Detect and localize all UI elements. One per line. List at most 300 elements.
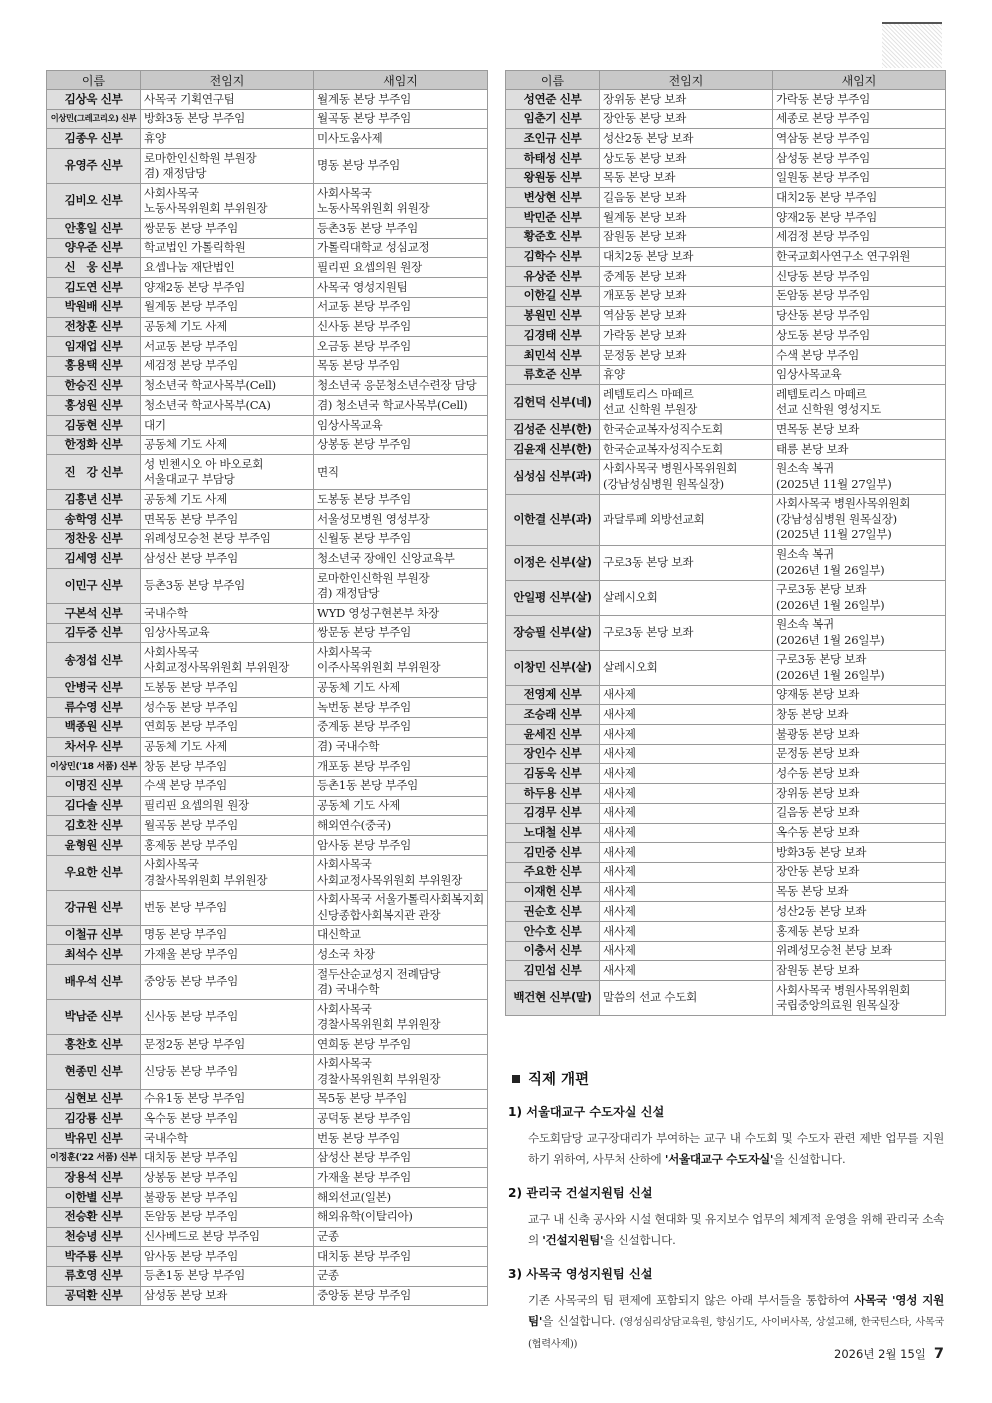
new-post-cell: 수색 본당 부주임 bbox=[773, 345, 946, 365]
previous-post-cell: 사목국 기획연구팀 bbox=[141, 90, 314, 110]
priest-name-cell: 임재업 신부 bbox=[47, 337, 141, 357]
previous-post-cell: 가재울 본당 부주임 bbox=[141, 945, 314, 965]
table-row bbox=[47, 549, 488, 569]
table-header-row bbox=[47, 71, 488, 90]
previous-post-cell: 국내수학 bbox=[141, 1129, 314, 1149]
new-post-cell: 필리핀 요셉의원 원장 bbox=[314, 258, 488, 278]
table-row bbox=[506, 227, 946, 247]
table-row bbox=[506, 494, 946, 545]
previous-post-cell: 새사제 bbox=[600, 803, 773, 823]
body-text: 을 신설합니다. bbox=[603, 1233, 676, 1247]
previous-post-cell: 성수동 본당 부주임 bbox=[141, 698, 314, 718]
table-row bbox=[506, 208, 946, 228]
previous-post-cell: 새사제 bbox=[600, 784, 773, 804]
new-post-cell: 사회사목국 경찰사목위원회 부위원장 bbox=[314, 1054, 488, 1089]
priest-name-cell: 김윤재 신부(한) bbox=[506, 440, 600, 460]
priest-name-cell: 천승녕 신부 bbox=[47, 1227, 141, 1247]
table-row bbox=[47, 1109, 488, 1129]
table-row bbox=[47, 698, 488, 718]
table-row bbox=[47, 835, 488, 855]
body-text: 수도회담당 교구장대리가 부여하는 교구 내 수도회 및 수도자 관련 제반 업무를 지원하기 위하여, 사무처 산하에 bbox=[528, 1131, 944, 1166]
previous-post-cell: 옥수동 본당 부주임 bbox=[141, 1109, 314, 1129]
new-post-cell: 가재울 본당 부주임 bbox=[314, 1168, 488, 1188]
new-post-cell: 사회사목국 병원사목위원회 (강남성심병원 원목실장) (2025년 11월 27일부) bbox=[773, 494, 946, 545]
priest-name-cell: 한승진 신부 bbox=[47, 376, 141, 396]
priest-name-cell: 박유민 신부 bbox=[47, 1129, 141, 1149]
priest-name-cell: 안일평 신부(살) bbox=[506, 580, 600, 615]
previous-post-cell: 휴양 bbox=[141, 129, 314, 149]
previous-post-cell: 휴양 bbox=[600, 365, 773, 385]
previous-post-cell: 암사동 본당 부주임 bbox=[141, 1247, 314, 1267]
previous-post-cell: 상도동 본당 보좌 bbox=[600, 149, 773, 169]
new-post-cell: 레템토리스 마떼르 선교 신학원 영성지도 bbox=[773, 385, 946, 420]
new-post-cell: 청소년국 응문청소년수련장 담당 bbox=[314, 376, 488, 396]
table-row bbox=[47, 1148, 488, 1168]
previous-post-cell: 수색 본당 부주임 bbox=[141, 776, 314, 796]
new-post-cell: 성수동 본당 보좌 bbox=[773, 764, 946, 784]
new-post-cell: 공덕동 본당 부주임 bbox=[314, 1109, 488, 1129]
table-row bbox=[506, 803, 946, 823]
page-footer bbox=[834, 1346, 944, 1362]
new-post-cell: 원소속 복귀 (2026년 1월 26일부) bbox=[773, 545, 946, 580]
new-post-cell: 구로3동 본당 보좌 (2026년 1월 26일부) bbox=[773, 650, 946, 685]
priest-name-cell: 유상준 신부 bbox=[506, 267, 600, 287]
new-post-cell: WYD 영성구현본부 차장 bbox=[314, 604, 488, 624]
new-post-cell: 성소국 차장 bbox=[314, 945, 488, 965]
new-post-cell: 사회사목국 노동사목위원회 위원장 bbox=[314, 184, 488, 219]
new-post-cell: 삼성산 본당 부주임 bbox=[314, 1148, 488, 1168]
table-row bbox=[506, 129, 946, 149]
previous-post-cell: 로마한인신학원 부원장 겸) 재정담당 bbox=[141, 149, 314, 184]
priest-name-cell: 차서우 신부 bbox=[47, 737, 141, 757]
new-post-cell: 면목동 본당 보좌 bbox=[773, 420, 946, 440]
new-post-cell: 공동체 기도 사제 bbox=[314, 678, 488, 698]
priest-name-cell: 전창훈 신부 bbox=[47, 317, 141, 337]
previous-post-cell: 새사제 bbox=[600, 921, 773, 941]
previous-post-cell: 한국순교복자성직수도회 bbox=[600, 420, 773, 440]
previous-post-cell: 홍제동 본당 부주임 bbox=[141, 835, 314, 855]
table-row bbox=[47, 455, 488, 490]
table-row bbox=[506, 981, 946, 1016]
table-row bbox=[47, 1035, 488, 1055]
new-post-cell: 오금동 본당 부주임 bbox=[314, 337, 488, 357]
previous-post-cell: 임상사목교육 bbox=[141, 623, 314, 643]
table-row bbox=[506, 650, 946, 685]
table-row bbox=[47, 796, 488, 816]
appointment-table-right bbox=[505, 70, 946, 1016]
body-small-note: (영성심리상담교육원, 향심기도, 사이버사목, 상설고해, 한국틴스타, 사목국(협력사제)) bbox=[528, 1317, 944, 1350]
priest-name-cell: 최석수 신부 bbox=[47, 945, 141, 965]
previous-post-cell: 등촌1동 본당 부주임 bbox=[141, 1266, 314, 1286]
table-row bbox=[47, 569, 488, 604]
table-row bbox=[506, 862, 946, 882]
new-post-cell: 사회사목국 이주사목위원회 부위원장 bbox=[314, 643, 488, 678]
previous-post-cell: 문정동 본당 보좌 bbox=[600, 345, 773, 365]
new-post-cell: 목동 본당 보좌 bbox=[773, 882, 946, 902]
previous-post-cell: 말씀의 선교 수도회 bbox=[600, 981, 773, 1016]
square-bullet-icon bbox=[512, 1075, 520, 1083]
new-post-cell: 암사동 본당 부주임 bbox=[314, 835, 488, 855]
header-new-post: 새임지 bbox=[773, 71, 946, 90]
new-post-cell: 사회사목국 경찰사목위원회 부위원장 bbox=[314, 1000, 488, 1035]
new-post-cell: 불광동 본당 보좌 bbox=[773, 725, 946, 745]
table-row bbox=[506, 286, 946, 306]
priest-name-cell: 봉원민 신부 bbox=[506, 306, 600, 326]
table-row bbox=[47, 396, 488, 416]
new-post-cell: 대치동 본당 부주임 bbox=[314, 1247, 488, 1267]
table-row bbox=[47, 1266, 488, 1286]
priest-name-cell: 임춘기 신부 bbox=[506, 109, 600, 129]
priest-name-cell: 홍찬호 신부 bbox=[47, 1035, 141, 1055]
priest-name-cell: 이재헌 신부 bbox=[506, 882, 600, 902]
table-row bbox=[47, 1207, 488, 1227]
previous-post-cell: 월곡동 본당 부주임 bbox=[141, 816, 314, 836]
previous-post-cell: 세검정 본당 부주임 bbox=[141, 356, 314, 376]
table-row bbox=[47, 945, 488, 965]
priest-name-cell: 이창민 신부(살) bbox=[506, 650, 600, 685]
table-row bbox=[506, 744, 946, 764]
table-row bbox=[506, 843, 946, 863]
previous-post-cell: 양재2동 본당 부주임 bbox=[141, 278, 314, 298]
previous-post-cell: 중앙동 본당 부주임 bbox=[141, 965, 314, 1000]
priest-name-cell: 김민중 신부 bbox=[506, 843, 600, 863]
previous-post-cell: 돈암동 본당 부주임 bbox=[141, 1207, 314, 1227]
priest-name-cell: 류호영 신부 bbox=[47, 1266, 141, 1286]
table-row bbox=[506, 188, 946, 208]
priest-name-cell: 황준호 신부 bbox=[506, 227, 600, 247]
priest-name-cell: 이한결 신부(과) bbox=[506, 494, 600, 545]
priest-name-cell: 최민석 신부 bbox=[506, 345, 600, 365]
new-post-cell: 대치2동 본당 부주임 bbox=[773, 188, 946, 208]
new-post-cell: 일원동 본당 부주임 bbox=[773, 168, 946, 188]
previous-post-cell: 위례성모승천 본당 부주임 bbox=[141, 529, 314, 549]
new-post-cell: 원소속 복귀 (2026년 1월 26일부) bbox=[773, 615, 946, 650]
previous-post-cell: 개포동 본당 보좌 bbox=[600, 286, 773, 306]
priest-name-cell: 김경무 신부 bbox=[506, 803, 600, 823]
table-row bbox=[47, 1247, 488, 1267]
priest-name-cell: 조승래 신부 bbox=[506, 705, 600, 725]
new-post-cell: 돈암동 본당 부주임 bbox=[773, 286, 946, 306]
table-row bbox=[506, 705, 946, 725]
table-row bbox=[47, 717, 488, 737]
previous-post-cell: 구로3동 본당 보좌 bbox=[600, 615, 773, 650]
priest-name-cell: 배우석 신부 bbox=[47, 965, 141, 1000]
new-post-cell: 구로3동 본당 보좌 (2026년 1월 26일부) bbox=[773, 580, 946, 615]
priest-name-cell: 김도연 신부 bbox=[47, 278, 141, 298]
table-row bbox=[506, 882, 946, 902]
new-post-cell: 사회사목국 사회교정사목위원회 부위원장 bbox=[314, 855, 488, 890]
table-row bbox=[47, 925, 488, 945]
previous-post-cell: 새사제 bbox=[600, 685, 773, 705]
previous-post-cell: 새사제 bbox=[600, 902, 773, 922]
priest-name-cell: 윤세진 신부 bbox=[506, 725, 600, 745]
table-row bbox=[506, 459, 946, 494]
body-text: 을 신설합니다. bbox=[773, 1152, 846, 1166]
reorg-item-title-2: 2) 관리국 건설지원팀 신설 bbox=[508, 1186, 653, 1200]
previous-post-cell: 서교동 본당 부주임 bbox=[141, 337, 314, 357]
reorg-item-body-2 bbox=[508, 1209, 944, 1251]
priest-name-cell: 이명진 신부 bbox=[47, 776, 141, 796]
priest-name-cell: 김성준 신부(한) bbox=[506, 420, 600, 440]
previous-post-cell: 불광동 본당 부주임 bbox=[141, 1188, 314, 1208]
previous-post-cell: 도봉동 본당 부주임 bbox=[141, 678, 314, 698]
previous-post-cell: 대치2동 본당 보좌 bbox=[600, 247, 773, 267]
table-row bbox=[47, 415, 488, 435]
priest-name-cell: 심현보 신부 bbox=[47, 1089, 141, 1109]
table-row bbox=[47, 184, 488, 219]
table-row bbox=[47, 816, 488, 836]
table-row bbox=[506, 385, 946, 420]
priest-name-cell: 박민준 신부 bbox=[506, 208, 600, 228]
table-row bbox=[47, 356, 488, 376]
previous-post-cell: 새사제 bbox=[600, 764, 773, 784]
new-post-cell: 당산동 본당 부주임 bbox=[773, 306, 946, 326]
new-post-cell: 위례성모승천 본당 보좌 bbox=[773, 941, 946, 961]
table-row bbox=[47, 855, 488, 890]
priest-name-cell: 김다솔 신부 bbox=[47, 796, 141, 816]
priest-name-cell: 류호준 신부 bbox=[506, 365, 600, 385]
priest-name-cell: 김흥년 신부 bbox=[47, 490, 141, 510]
previous-post-cell: 새사제 bbox=[600, 862, 773, 882]
new-post-cell: 임상사목교육 bbox=[773, 365, 946, 385]
new-post-cell: 녹번동 본당 부주임 bbox=[314, 698, 488, 718]
table-row bbox=[47, 965, 488, 1000]
reorg-item-title-3: 3) 사목국 영성지원팀 신설 bbox=[508, 1267, 653, 1281]
new-post-cell: 쌍문동 본당 부주임 bbox=[314, 623, 488, 643]
previous-post-cell: 새사제 bbox=[600, 961, 773, 981]
previous-post-cell: 학교법인 가톨릭학원 bbox=[141, 238, 314, 258]
new-post-cell: 서울성모병원 영성부장 bbox=[314, 510, 488, 530]
table-row bbox=[506, 168, 946, 188]
table-row bbox=[506, 545, 946, 580]
new-post-cell: 문정동 본당 보좌 bbox=[773, 744, 946, 764]
priest-name-cell: 전영제 신부 bbox=[506, 685, 600, 705]
priest-name-cell: 김헌덕 신부(네) bbox=[506, 385, 600, 420]
new-post-cell: 해외유학(이탈리아) bbox=[314, 1207, 488, 1227]
table-row bbox=[47, 109, 488, 129]
table-row bbox=[47, 890, 488, 925]
priest-name-cell: 이한길 신부 bbox=[506, 286, 600, 306]
priest-name-cell: 홍성원 신부 bbox=[47, 396, 141, 416]
header-name: 이름 bbox=[506, 71, 600, 90]
previous-post-cell: 새사제 bbox=[600, 744, 773, 764]
new-post-cell: 서교동 본당 부주임 bbox=[314, 297, 488, 317]
new-post-cell: 방화3동 본당 보좌 bbox=[773, 843, 946, 863]
previous-post-cell: 사회사목국 병원사목위원회 (강남성심병원 원목실장) bbox=[600, 459, 773, 494]
new-post-cell: 옥수동 본당 보좌 bbox=[773, 823, 946, 843]
new-post-cell: 삼성동 본당 부주임 bbox=[773, 149, 946, 169]
priest-name-cell: 김강룡 신부 bbox=[47, 1109, 141, 1129]
new-post-cell: 로마한인신학원 부원장 겸) 재정담당 bbox=[314, 569, 488, 604]
table-row bbox=[506, 365, 946, 385]
previous-post-cell: 신사동 본당 부주임 bbox=[141, 1000, 314, 1035]
table-row bbox=[47, 1054, 488, 1089]
table-row bbox=[47, 337, 488, 357]
priest-name-cell: 김호찬 신부 bbox=[47, 816, 141, 836]
previous-post-cell: 대기 bbox=[141, 415, 314, 435]
new-post-cell: 연희동 본당 부주임 bbox=[314, 1035, 488, 1055]
table-row bbox=[47, 678, 488, 698]
previous-post-cell: 목동 본당 보좌 bbox=[600, 168, 773, 188]
previous-post-cell: 새사제 bbox=[600, 843, 773, 863]
previous-post-cell: 공동체 기도 사제 bbox=[141, 490, 314, 510]
previous-post-cell: 신사베드로 본당 부주임 bbox=[141, 1227, 314, 1247]
header-new-post: 새임지 bbox=[314, 71, 488, 90]
table-row bbox=[47, 757, 488, 777]
new-post-cell: 가톨릭대학교 성심교정 bbox=[314, 238, 488, 258]
new-post-cell: 대신학교 bbox=[314, 925, 488, 945]
body-bold: '서울대교구 수도자실' bbox=[664, 1152, 774, 1166]
previous-post-cell: 상봉동 본당 부주임 bbox=[141, 1168, 314, 1188]
table-row bbox=[47, 1000, 488, 1035]
priest-name-cell: 김경태 신부 bbox=[506, 326, 600, 346]
body-text: 기존 사목국의 팀 편제에 포함되지 않은 아래 부서들을 통합하여 bbox=[528, 1293, 855, 1307]
table-row bbox=[47, 1129, 488, 1149]
previous-post-cell: 수유1동 본당 부주임 bbox=[141, 1089, 314, 1109]
priest-name-cell: 이상민('18 서품) 신부 bbox=[47, 757, 141, 777]
body-text: 교구 내 신축 공사와 시설 현대화 및 유지보수 업무의 체계적 운영을 위해 관리국 소속의 bbox=[528, 1212, 944, 1247]
new-post-cell: 월곡동 본당 부주임 bbox=[314, 109, 488, 129]
section-heading bbox=[508, 1068, 944, 1089]
new-post-cell: 등촌3동 본당 부주임 bbox=[314, 219, 488, 239]
table-row bbox=[506, 921, 946, 941]
new-post-cell: 태릉 본당 보좌 bbox=[773, 440, 946, 460]
table-row bbox=[47, 643, 488, 678]
new-post-cell: 신당동 본당 부주임 bbox=[773, 267, 946, 287]
previous-post-cell: 레템토리스 마떼르 선교 신학원 부원장 bbox=[600, 385, 773, 420]
table-row bbox=[506, 725, 946, 745]
priest-name-cell: 장용석 신부 bbox=[47, 1168, 141, 1188]
appointment-table-left bbox=[46, 70, 488, 1306]
previous-post-cell: 번동 본당 부주임 bbox=[141, 890, 314, 925]
previous-post-cell: 새사제 bbox=[600, 705, 773, 725]
priest-name-cell: 권순호 신부 bbox=[506, 902, 600, 922]
priest-name-cell: 주요한 신부 bbox=[506, 862, 600, 882]
previous-post-cell: 가락동 본당 보좌 bbox=[600, 326, 773, 346]
new-post-cell: 양재동 본당 보좌 bbox=[773, 685, 946, 705]
previous-post-cell: 중계동 본당 보좌 bbox=[600, 267, 773, 287]
table-row bbox=[506, 420, 946, 440]
table-row bbox=[506, 440, 946, 460]
previous-post-cell: 역삼동 본당 보좌 bbox=[600, 306, 773, 326]
new-post-cell: 길음동 본당 보좌 bbox=[773, 803, 946, 823]
new-post-cell: 번동 본당 부주임 bbox=[314, 1129, 488, 1149]
table-row bbox=[47, 1227, 488, 1247]
new-post-cell: 잠원동 본당 보좌 bbox=[773, 961, 946, 981]
new-post-cell: 등촌1동 본당 부주임 bbox=[314, 776, 488, 796]
previous-post-cell: 쌍문동 본당 부주임 bbox=[141, 219, 314, 239]
priest-name-cell: 송학영 신부 bbox=[47, 510, 141, 530]
priest-name-cell: 박남준 신부 bbox=[47, 1000, 141, 1035]
priest-name-cell: 이정은 신부(살) bbox=[506, 545, 600, 580]
table-row bbox=[47, 297, 488, 317]
previous-post-cell: 길음동 본당 보좌 bbox=[600, 188, 773, 208]
new-post-cell: 세검정 본당 부주임 bbox=[773, 227, 946, 247]
priest-name-cell: 하태성 신부 bbox=[506, 149, 600, 169]
priest-name-cell: 장인수 신부 bbox=[506, 744, 600, 764]
table-header-row bbox=[506, 71, 946, 90]
table-row bbox=[47, 1089, 488, 1109]
new-post-cell: 면직 bbox=[314, 455, 488, 490]
table-row bbox=[47, 490, 488, 510]
previous-post-cell: 필리핀 요셉의원 원장 bbox=[141, 796, 314, 816]
priest-name-cell: 이민구 신부 bbox=[47, 569, 141, 604]
table-row bbox=[506, 247, 946, 267]
previous-post-cell: 잠원동 본당 보좌 bbox=[600, 227, 773, 247]
table-row bbox=[506, 764, 946, 784]
priest-name-cell: 안수호 신부 bbox=[506, 921, 600, 941]
new-post-cell: 사목국 영성지원팀 bbox=[314, 278, 488, 298]
new-post-cell: 목5동 본당 부주임 bbox=[314, 1089, 488, 1109]
priest-name-cell: 안홍일 신부 bbox=[47, 219, 141, 239]
previous-post-cell: 사회사목국 사회교정사목위원회 부위원장 bbox=[141, 643, 314, 678]
new-post-cell: 월계동 본당 부주임 bbox=[314, 90, 488, 110]
table-row bbox=[506, 90, 946, 110]
priest-name-cell: 유영주 신부 bbox=[47, 149, 141, 184]
new-post-cell: 상도동 본당 부주임 bbox=[773, 326, 946, 346]
table-body-right bbox=[506, 90, 946, 1016]
new-post-cell: 임상사목교육 bbox=[314, 415, 488, 435]
table-row bbox=[47, 776, 488, 796]
new-post-cell: 사회사목국 병원사목위원회 국립중앙의료원 원목실장 bbox=[773, 981, 946, 1016]
table-row bbox=[506, 326, 946, 346]
previous-post-cell: 살레시오회 bbox=[600, 650, 773, 685]
table-row bbox=[506, 345, 946, 365]
previous-post-cell: 성산2동 본당 보좌 bbox=[600, 129, 773, 149]
priest-name-cell: 변상현 신부 bbox=[506, 188, 600, 208]
table-row bbox=[47, 258, 488, 278]
priest-name-cell: 박원배 신부 bbox=[47, 297, 141, 317]
table-row bbox=[47, 1286, 488, 1306]
priest-name-cell: 송정섭 신부 bbox=[47, 643, 141, 678]
table-row bbox=[506, 109, 946, 129]
new-post-cell: 중앙동 본당 부주임 bbox=[314, 1286, 488, 1306]
previous-post-cell: 공동체 기도 사제 bbox=[141, 317, 314, 337]
new-post-cell: 개포동 본당 부주임 bbox=[314, 757, 488, 777]
new-post-cell: 공동체 기도 사제 bbox=[314, 796, 488, 816]
priest-name-cell: 안병국 신부 bbox=[47, 678, 141, 698]
previous-post-cell: 방화3동 본당 부주임 bbox=[141, 109, 314, 129]
table-row bbox=[506, 823, 946, 843]
table-row bbox=[47, 219, 488, 239]
previous-post-cell: 월계동 본당 부주임 bbox=[141, 297, 314, 317]
new-post-cell: 해외선교(일본) bbox=[314, 1188, 488, 1208]
table-row bbox=[47, 149, 488, 184]
priest-name-cell: 하두용 신부 bbox=[506, 784, 600, 804]
priest-name-cell: 양우준 신부 bbox=[47, 238, 141, 258]
priest-name-cell: 정찬웅 신부 bbox=[47, 529, 141, 549]
table-row bbox=[47, 238, 488, 258]
priest-name-cell: 이철규 신부 bbox=[47, 925, 141, 945]
priest-name-cell: 한정화 신부 bbox=[47, 435, 141, 455]
priest-name-cell: 김민섭 신부 bbox=[506, 961, 600, 981]
header-previous-post: 전임지 bbox=[600, 71, 773, 90]
new-post-cell: 신월동 본당 부주임 bbox=[314, 529, 488, 549]
priest-name-cell: 현종민 신부 bbox=[47, 1054, 141, 1089]
reorg-item-title-1: 1) 서울대교구 수도자실 신설 bbox=[508, 1105, 665, 1119]
priest-name-cell: 백종원 신부 bbox=[47, 717, 141, 737]
section-heading-text: 직제 개편 bbox=[528, 1072, 590, 1088]
table-row bbox=[506, 902, 946, 922]
new-post-cell: 군종 bbox=[314, 1227, 488, 1247]
table-row bbox=[47, 1188, 488, 1208]
priest-name-cell: 김동현 신부 bbox=[47, 415, 141, 435]
previous-post-cell: 과달루페 외방선교회 bbox=[600, 494, 773, 545]
table-row bbox=[506, 961, 946, 981]
previous-post-cell: 대치동 본당 부주임 bbox=[141, 1148, 314, 1168]
header-name: 이름 bbox=[47, 71, 141, 90]
new-post-cell: 청소년국 장애인 신앙교육부 bbox=[314, 549, 488, 569]
